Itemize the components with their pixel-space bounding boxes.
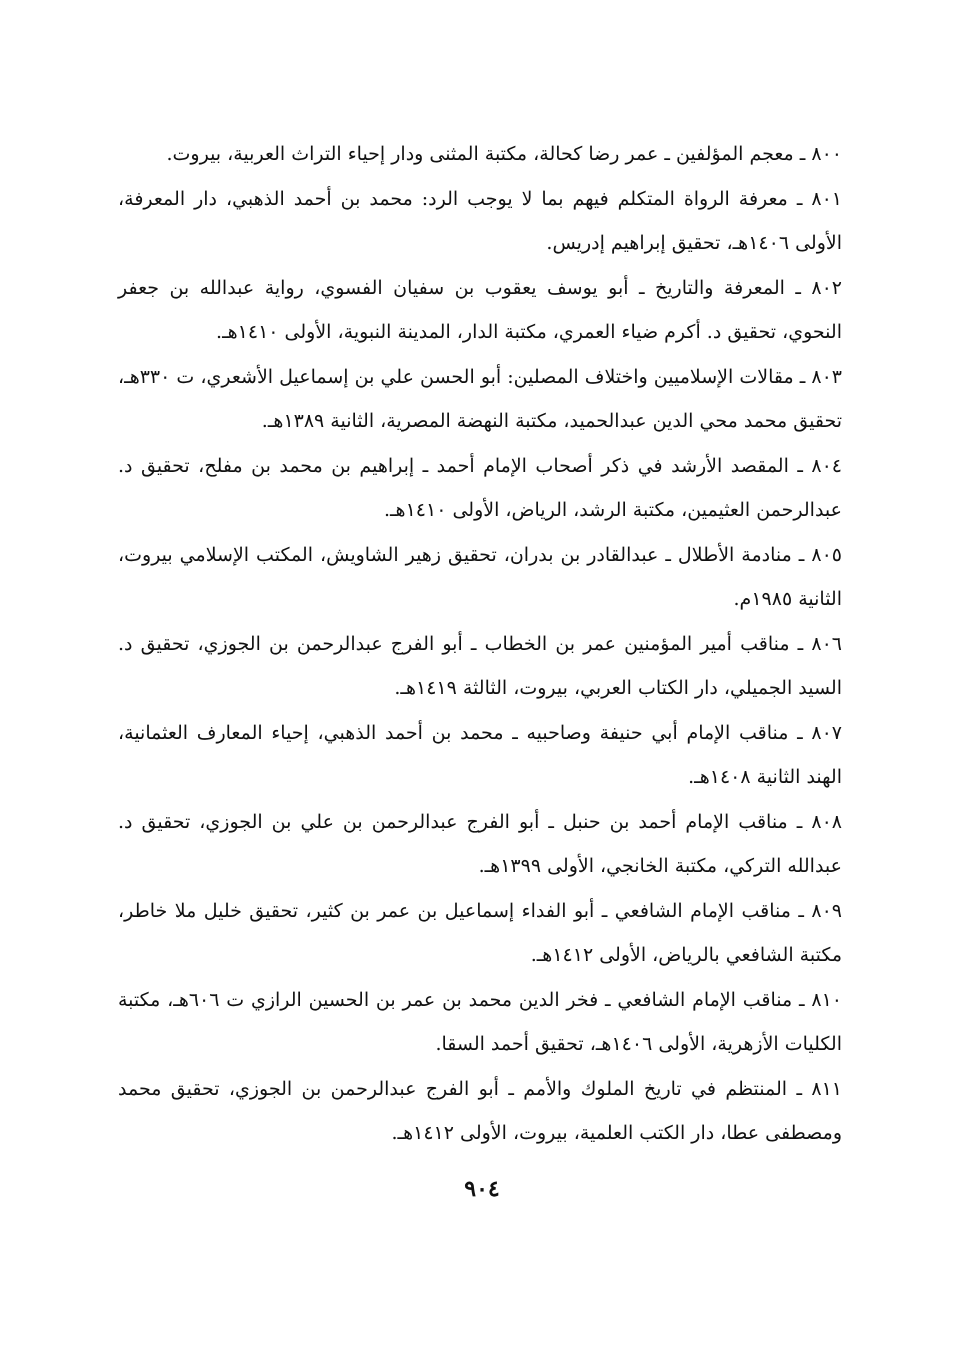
bibliography-entry-805: ٨٠٥ ـ منادمة الأطلال ـ عبدالقادر بن بدران، تحقيق زهير الشاويش، المكتب الإسلامي بيروت، الثانية ١٩٨٥م. <box>118 544 842 610</box>
page-number: ٩٠٤ <box>464 1176 500 1202</box>
bibliography-entry-810: ٨١٠ ـ مناقب الإمام الشافعي ـ فخر الدين محمد بن عمر بن الحسين الرازي ت ٦٠٦هـ، مكتبة الكليات الأزهرية، الأولى ١٤٠٦هـ، تحقيق أحمد السقا. <box>118 989 842 1055</box>
bibliography-entry-811: ٨١١ ـ المنتظم في تاريخ الملوك والأمم ـ أبو الفرج عبدالرحمن بن الجوزي، تحقيق محمد ومصطفى عطا، دار الكتب العلمية، بيروت، الأولى ١٤١٢هـ. <box>118 1078 842 1144</box>
bibliography-entry-808: ٨٠٨ ـ مناقب الإمام أحمد بن حنبل ـ أبو الفرج عبدالرحمن بن علي بن الجوزي، تحقيق د. عبدالله التركي، مكتبة الخانجي، الأولى ١٣٩٩هـ. <box>118 811 842 877</box>
bibliography-entry-800: ٨٠٠ ـ معجم المؤلفين ـ عمر رضا كحالة، مكتبة المثنى ودار إحياء التراث العربية، بيروت. <box>166 143 842 165</box>
bibliography-entry-807: ٨٠٧ ـ مناقب الإمام أبي حنيفة وصاحبيه ـ محمد بن أحمد الذهبي، إحياء المعارف العثمانية، الهند الثانية ١٤٠٨هـ. <box>118 722 842 788</box>
bibliography-list <box>118 132 842 1156</box>
bibliography-entry-804: ٨٠٤ ـ المقصد الأرشد في ذكر أصحاب الإمام أحمد ـ إبراهيم بن محمد بن مفلح، تحقيق د. عبدالرحمن العثيمين، مكتبة الرشد، الرياض، الأولى ١٤١٠هـ. <box>118 455 842 521</box>
bibliography-entry-802: ٨٠٢ ـ المعرفة والتاريخ ـ أبو يوسف يعقوب بن سفيان الفسوي، رواية عبدالله بن جعفر النحوي، تحقيق د. أكرم ضياء العمري، مكتبة الدار، المدينة النبوية، الأولى ١٤١٠هـ. <box>118 277 842 343</box>
bibliography-entry-801: ٨٠١ ـ معرفة الرواة المتكلم فيهم بما لا يوجب الرد: محمد بن أحمد الذهبي، دار المعرفة، الأولى ١٤٠٦هـ، تحقيق إبراهيم إدريس. <box>118 188 842 254</box>
bibliography-entry-809: ٨٠٩ ـ مناقب الإمام الشافعي ـ أبو الفداء إسماعيل بن عمر بن كثير، تحقيق خليل ملا خاطر، مكتبة الشافعي بالرياض، الأولى ١٤١٢هـ. <box>118 900 842 966</box>
bibliography-entry-806: ٨٠٦ ـ مناقب أمير المؤمنين عمر بن الخطاب ـ أبو الفرج عبدالرحمن بن الجوزي، تحقيق د. السيد الجميلي، دار الكتاب العربي، بيروت، الثالثة ١٤١٩هـ. <box>118 633 842 699</box>
bibliography-entry-803: ٨٠٣ ـ مقالات الإسلاميين واختلاف المصلين: أبو الحسن علي بن إسماعيل الأشعري، ت ٣٣٠هـ، تحقيق محمد محي الدين عبدالحميد، مكتبة النهضة المصرية، الثانية ١٣٨٩هـ. <box>118 366 842 432</box>
